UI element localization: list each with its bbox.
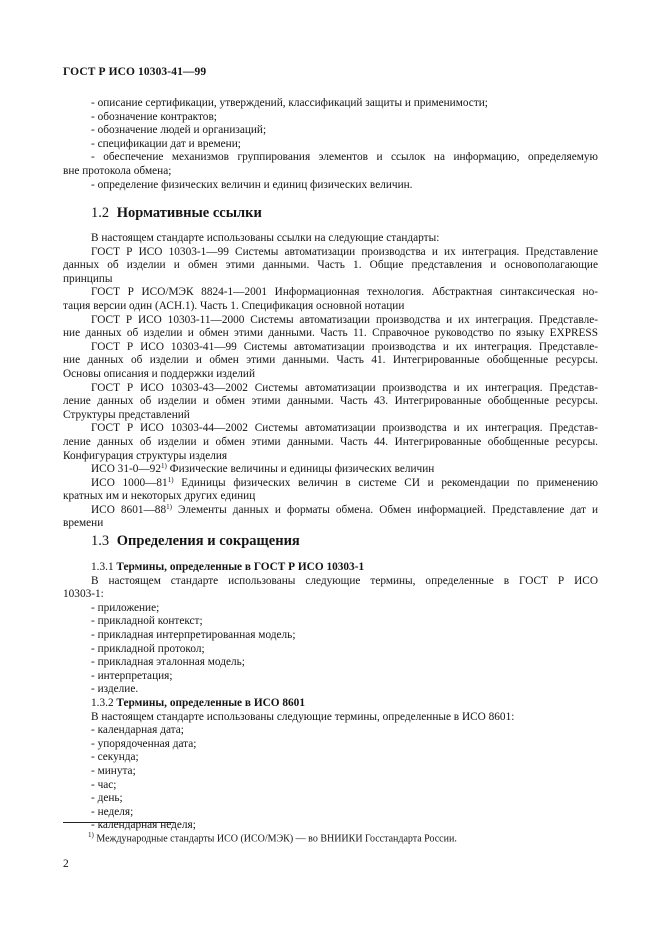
reference-entry: ГОСТ Р ИСО/МЭК 8824-1—2001 Информационная технология. Абстрактная синтаксическая но- тация версии один (АСН.1). Часть 1. Спецификация основной нотации	[63, 286, 598, 312]
paragraph-continuation: 10303-1:	[63, 588, 104, 601]
term-item: - календарная неделя;	[91, 819, 196, 832]
reference-entry: ГОСТ Р ИСО 10303-41—99 Системы автоматизации производства и их интеграция. Представле- ние данных об изделии и обмен этими данными. Часть 41. Интегрированные обобщенные ресурсы. Основы описания и поддержки изделий	[63, 340, 598, 380]
term-item: - прикладная эталонная модель;	[91, 656, 245, 669]
footnote-text: Международные стандарты ИСО (ИСО/МЭК) — во ВНИИКИ Госстандарта России.	[96, 833, 457, 845]
reference-entry: ГОСТ Р ИСО 10303-11—2000 Системы автоматизации производства и их интеграция. Представле- ние данных об изделии и обмен этими данными. Часть 11. Справочное руководство по языку EXPRESS	[63, 313, 598, 340]
page-number: 2	[63, 858, 69, 870]
term-item: - прикладной протокол;	[91, 642, 205, 655]
paragraph: В настоящем стандарте использованы следующие термины, определенные в ИСО 8601:	[91, 710, 515, 723]
subsection-heading: 1.3.1 Термины, определенные в ГОСТ Р ИСО 10303-1	[91, 561, 365, 573]
reference-entry: ГОСТ Р ИСО 10303-43—2002 Системы автоматизации производства и их интеграция. Представ- ление данных об изделии и обмен этими данными. Часть 43. Интегрированные обобщенные ресурсы. Структуры представлений	[63, 381, 598, 421]
footnote	[88, 829, 457, 845]
footnote-marker: 1)	[166, 502, 172, 511]
footnote-divider	[63, 822, 175, 823]
term-item: - час;	[91, 778, 117, 791]
section-number: 1.3	[91, 533, 110, 549]
footnote-marker: 1)	[88, 831, 94, 839]
term-item: - упорядоченная дата;	[91, 737, 197, 750]
term-item: - день;	[91, 792, 123, 805]
reference-entry: ИСО 8601—88$^{1)}$ Элементы данных и форматы обмена. Обмен информацией. Представление дат и времени	[63, 502, 598, 530]
section-number: 1.2	[91, 205, 110, 221]
term-item: - неделя;	[91, 805, 134, 818]
reference-entry: ИСО 1000—81$^{1)}$ Единицы физических величин в системе СИ и рекомендации по применению кратных им и некоторых других единиц	[63, 475, 598, 503]
reference-entry: ГОСТ Р ИСО 10303-1—99 Системы автоматизации производства и их интеграция. Представление данных об изделии и обмен этими данными. Часть 1. Общие представления и основополагающие принципы	[63, 245, 598, 285]
section-heading	[63, 205, 598, 222]
reference-entry: ИСО 31-0—92$^{1)}$ Физические величины и единицы физических величин	[91, 462, 435, 476]
paragraph: В настоящем стандарте использованы следующие термины, определенные в ГОСТ Р ИСО	[91, 574, 598, 587]
list-item: - обозначение контрактов;	[91, 110, 217, 123]
list-item: - обозначение людей и организаций;	[91, 124, 267, 137]
reference-entry: ГОСТ Р ИСО 10303-44—2002 Системы автоматизации производства и их интеграция. Представ- ление данных об изделии и обмен этими данными. Часть 44. Интегрированные обобщенные ресурсы. Конфигурация структуры изделия	[63, 422, 598, 462]
term-item: - приложение;	[91, 601, 160, 614]
section-1-3	[63, 533, 598, 550]
section-title: Нормативные ссылки	[116, 205, 262, 221]
term-item: - изделие.	[91, 683, 139, 696]
list-item: - описание сертификации, утверждений, классификаций защиты и применимости;	[91, 97, 488, 109]
term-item: - минута;	[91, 764, 136, 777]
term-item: - прикладная интерпретированная модель;	[91, 628, 296, 641]
term-item: - календарная дата;	[91, 724, 184, 737]
document-header: ГОСТ Р ИСО 10303-41—99	[63, 66, 207, 78]
section-title: Определения и сокращения	[116, 533, 300, 549]
list-item: - обеспечение механизмов группирования элементов и ссылок на информацию, определяемую	[91, 151, 598, 164]
term-item: - секунда;	[91, 751, 139, 764]
definitions	[63, 561, 598, 833]
section-heading	[63, 533, 598, 550]
list-item: - определение физических величин и единиц физических величин.	[91, 178, 413, 191]
normative-references	[63, 232, 598, 531]
list-item-continuation: вне протокола обмена;	[63, 164, 172, 177]
footnote-marker: 1)	[167, 475, 174, 484]
subsection-heading: 1.3.2 Термины, определенные в ИСО 8601	[91, 696, 305, 709]
paragraph: В настоящем стандарте использованы ссылки на следующие стандарты:	[91, 232, 440, 244]
term-item: - прикладной контекст;	[91, 615, 203, 628]
footnote-marker: 1)	[160, 462, 167, 471]
term-item: - интерпретация;	[91, 669, 173, 682]
section-1-2	[63, 205, 598, 222]
intro-list	[63, 97, 598, 192]
list-item: - спецификации дат и времени;	[91, 137, 241, 150]
